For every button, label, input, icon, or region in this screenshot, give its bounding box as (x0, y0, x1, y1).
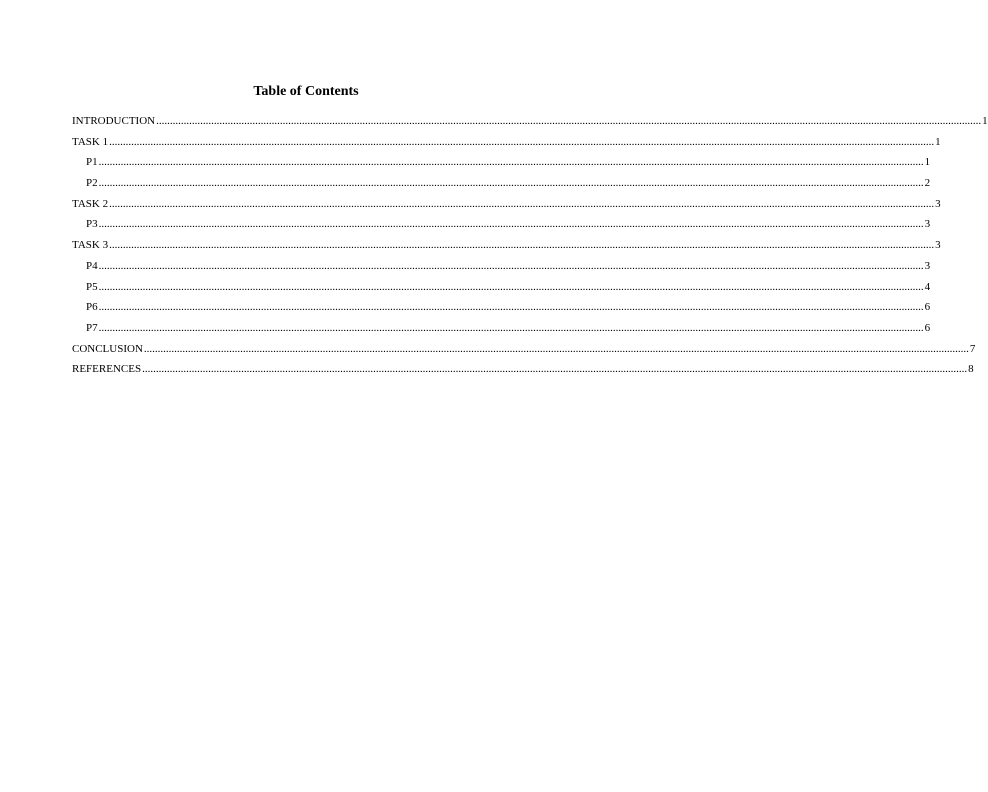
toc-dot-leader: ............................................................................................................................................................................................................................................................................................................ (156, 115, 982, 127)
toc-entry-page: 6 (924, 321, 931, 334)
toc-entry-label: P7 (86, 321, 98, 334)
toc-dot-leader: ............................................................................................................................................................................................................................................................................................................ (98, 259, 924, 272)
toc-entry-label: REFERENCES (72, 363, 142, 376)
toc-entry-label: P1 (86, 156, 98, 169)
toc-entry-p1[interactable] (72, 155, 931, 176)
toc-dot-leader: ............................................................................................................................................................................................................................................................................................................ (142, 363, 968, 376)
toc-dot-leader: ............................................................................................................................................................................................................................................................................................................ (98, 177, 924, 190)
toc-entry-page: 1 (982, 115, 988, 127)
toc-entry-label: P6 (86, 301, 98, 314)
toc-entry-p5[interactable] (72, 280, 931, 301)
toc-entry-label: TASK 3 (72, 239, 109, 252)
toc-entry-label: TASK 1 (72, 135, 109, 148)
toc-entry-p7[interactable] (72, 321, 931, 342)
toc-list (72, 114, 988, 383)
toc-entry-page: 6 (924, 301, 931, 314)
toc-entry-p2[interactable] (72, 176, 931, 197)
toc-entry-label: TASK 2 (72, 197, 109, 210)
toc-entry-page: 7 (969, 342, 976, 355)
toc-dot-leader: ............................................................................................................................................................................................................................................................................................................ (109, 135, 935, 148)
toc-entry-page: 3 (935, 197, 941, 210)
toc-dot-leader: ............................................................................................................................................................................................................................................................................................................ (98, 321, 924, 334)
toc-entry-p4[interactable] (72, 259, 931, 280)
toc-dot-leader: ............................................................................................................................................................................................................................................................................................................ (109, 239, 935, 252)
toc-entry-task-2[interactable] (72, 197, 941, 218)
toc-entry-page: 1 (924, 156, 931, 169)
toc-entry-page: 8 (968, 363, 974, 376)
toc-entry-references[interactable] (72, 362, 974, 383)
toc-entry-p6[interactable] (72, 300, 931, 321)
toc-dot-leader: ............................................................................................................................................................................................................................................................................................................ (143, 342, 969, 355)
toc-entry-p3[interactable] (72, 217, 931, 238)
toc-entry-conclusion[interactable] (72, 342, 976, 363)
toc-dot-leader: ............................................................................................................................................................................................................................................................................................................ (98, 156, 924, 169)
toc-entry-page: 3 (924, 218, 931, 231)
toc-entry-label: P5 (86, 280, 98, 293)
toc-entry-page: 3 (935, 239, 941, 252)
toc-entry-label: P3 (86, 218, 98, 231)
toc-dot-leader: ............................................................................................................................................................................................................................................................................................................ (98, 280, 924, 293)
toc-entry-label: P4 (86, 259, 98, 272)
toc-entry-page: 1 (935, 135, 941, 148)
toc-entry-label: CONCLUSION (72, 342, 143, 355)
toc-entry-page: 2 (924, 177, 931, 190)
toc-entry-task-1[interactable] (72, 135, 941, 156)
toc-dot-leader: ............................................................................................................................................................................................................................................................................................................ (98, 218, 924, 231)
toc-dot-leader: ............................................................................................................................................................................................................................................................................................................ (109, 197, 935, 210)
toc-title: Table of Contents (253, 84, 359, 99)
toc-entry-introduction[interactable] (72, 114, 988, 135)
toc-entry-label: INTRODUCTION (72, 115, 156, 127)
toc-dot-leader: ............................................................................................................................................................................................................................................................................................................ (98, 301, 924, 314)
toc-entry-task-3[interactable] (72, 238, 941, 259)
toc-entry-label: P2 (86, 177, 98, 190)
toc-entry-page: 4 (924, 280, 931, 293)
toc-entry-page: 3 (924, 259, 931, 272)
